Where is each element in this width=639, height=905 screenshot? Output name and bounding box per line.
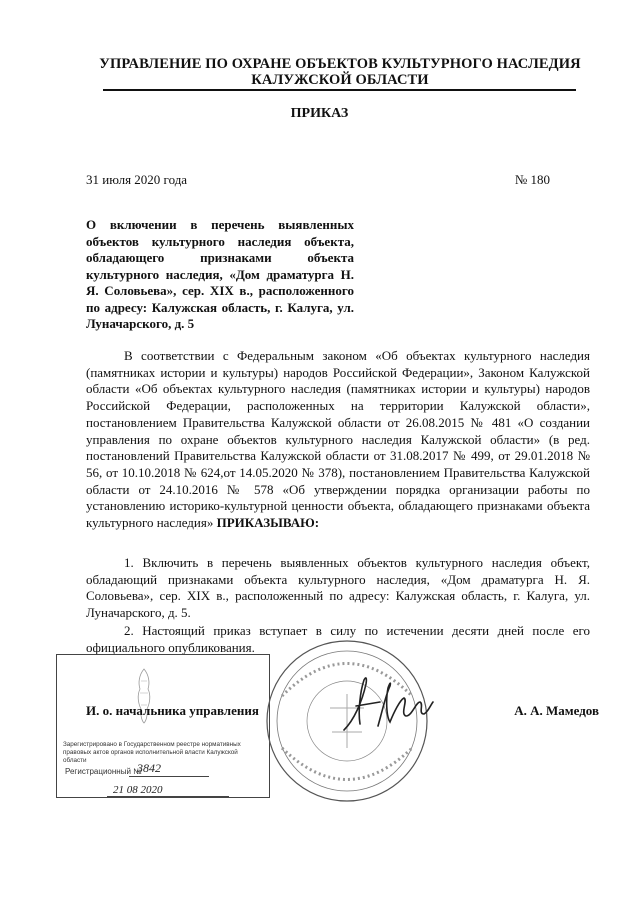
stamp-number-line — [129, 776, 209, 777]
order-word: ПРИКАЗЫВАЮ — [216, 515, 315, 531]
handwritten-signature-icon — [340, 672, 435, 734]
header-underline — [103, 89, 576, 91]
stamp-number-label: Регистрационный № — [65, 767, 142, 776]
document-number: № 180 — [514, 172, 550, 187]
intro-text: В соответствии с Федеральным законом «Об объектах культурного наследия (памятниках истории и культуры) народов Российской Федерации», Законом Калужской области «Об объектах культурного наследия (памятниках истории и культуры) народов Российской Федерации, расположенных на территории Калужской области», постановлением Правительства Калужской области от 26.08.2015 № 481 «О создании управления по охране объектов культурного наследия Калужской области» (в ред. постановлений Правительства Калужской области от 31.08.2017 № 499, от 29.01.2018 № 56, от 10.10.2018 № 624,от 14.05.2020 № 378), постановлением Правительства Калужской области от 24.10.2016 № 578 «Об утверждении порядка организации работы по установлению историко-культурной ценности объекта, обладающего признаками объекта культурного наследия» — [86, 348, 590, 531]
signatory-position: И. о. начальника управления — [86, 703, 259, 718]
order-item-1: 1. Включить в перечень выявленных объектов культурного наследия объект, обладающий признаками объекта культурного наследия, «Дом драматурга Н. Я. Соловьева», сер. XIX в., расположенный по адресу: Калужская область, г. Калуга, ул. Луначарского, д. 5. — [86, 555, 590, 621]
document-subject: О включении в перечень выявленных объектов культурного наследия объекта, обладающего признаками объекта культурного наследия, «Дом драматурга Н. Я. Соловьева», сер. XIX в., расположенного по адресу: Калужская область, г. Калуга, ул. Луначарского, д. 5 — [86, 217, 354, 331]
signatory-name: А. А. Мамедов — [514, 703, 599, 718]
order-item-2: 2. Настоящий приказ вступает в силу по истечении десяти дней после его официального опубликования. — [86, 623, 590, 655]
header-line-2: КАЛУЖСКОЙ ОБЛАСТИ — [251, 72, 429, 88]
stamp-date-line — [107, 796, 229, 797]
document-date: 31 июля 2020 года — [86, 172, 188, 187]
registration-stamp — [56, 654, 270, 798]
header-line-1: УПРАВЛЕНИЕ ПО ОХРАНЕ ОБЪЕКТОВ КУЛЬТУРНОГО НАСЛЕДИЯ — [99, 56, 581, 72]
stamp-text-line-1: Зарегистрировано в Государственном реестре нормативных — [63, 741, 241, 748]
stamp-date-value: 21 08 2020 — [113, 784, 163, 796]
stamp-number-value: 3842 — [137, 761, 161, 775]
document-title: ПРИКАЗ — [290, 106, 349, 121]
stamp-text-line-2: правовых актов органов исполнительной власти Калужской области — [63, 749, 238, 764]
intro-paragraph: В соответствии с Федеральным законом «Об объектах культурного наследия (памятниках истории и культуры) народов Российской Федерации», Законом Калужской области «Об объектах культурного наследия (памятниках истории и культуры) народов Российской Федерации, расположенных на территории Калужской области», постановлением Правительства Калужской области от 26.08.2015 № 481 «О создании управления по охране объектов культурного наследия Калужской области» (в ред. постановлений Правительства Калужской области от 31.08.2017 № 499, от 29.01.2018 № 56, от 10.10.2018 № 624,от 14.05.2020 № 378), постановлением Правительства Калужской области от 24.10.2016 № 578 «Об утверждении порядка организации работы по установлению историко-культурной ценности объекта, обладающего признаками объекта культурного наследия» ПРИКАЗЫВАЮ: — [86, 348, 590, 531]
